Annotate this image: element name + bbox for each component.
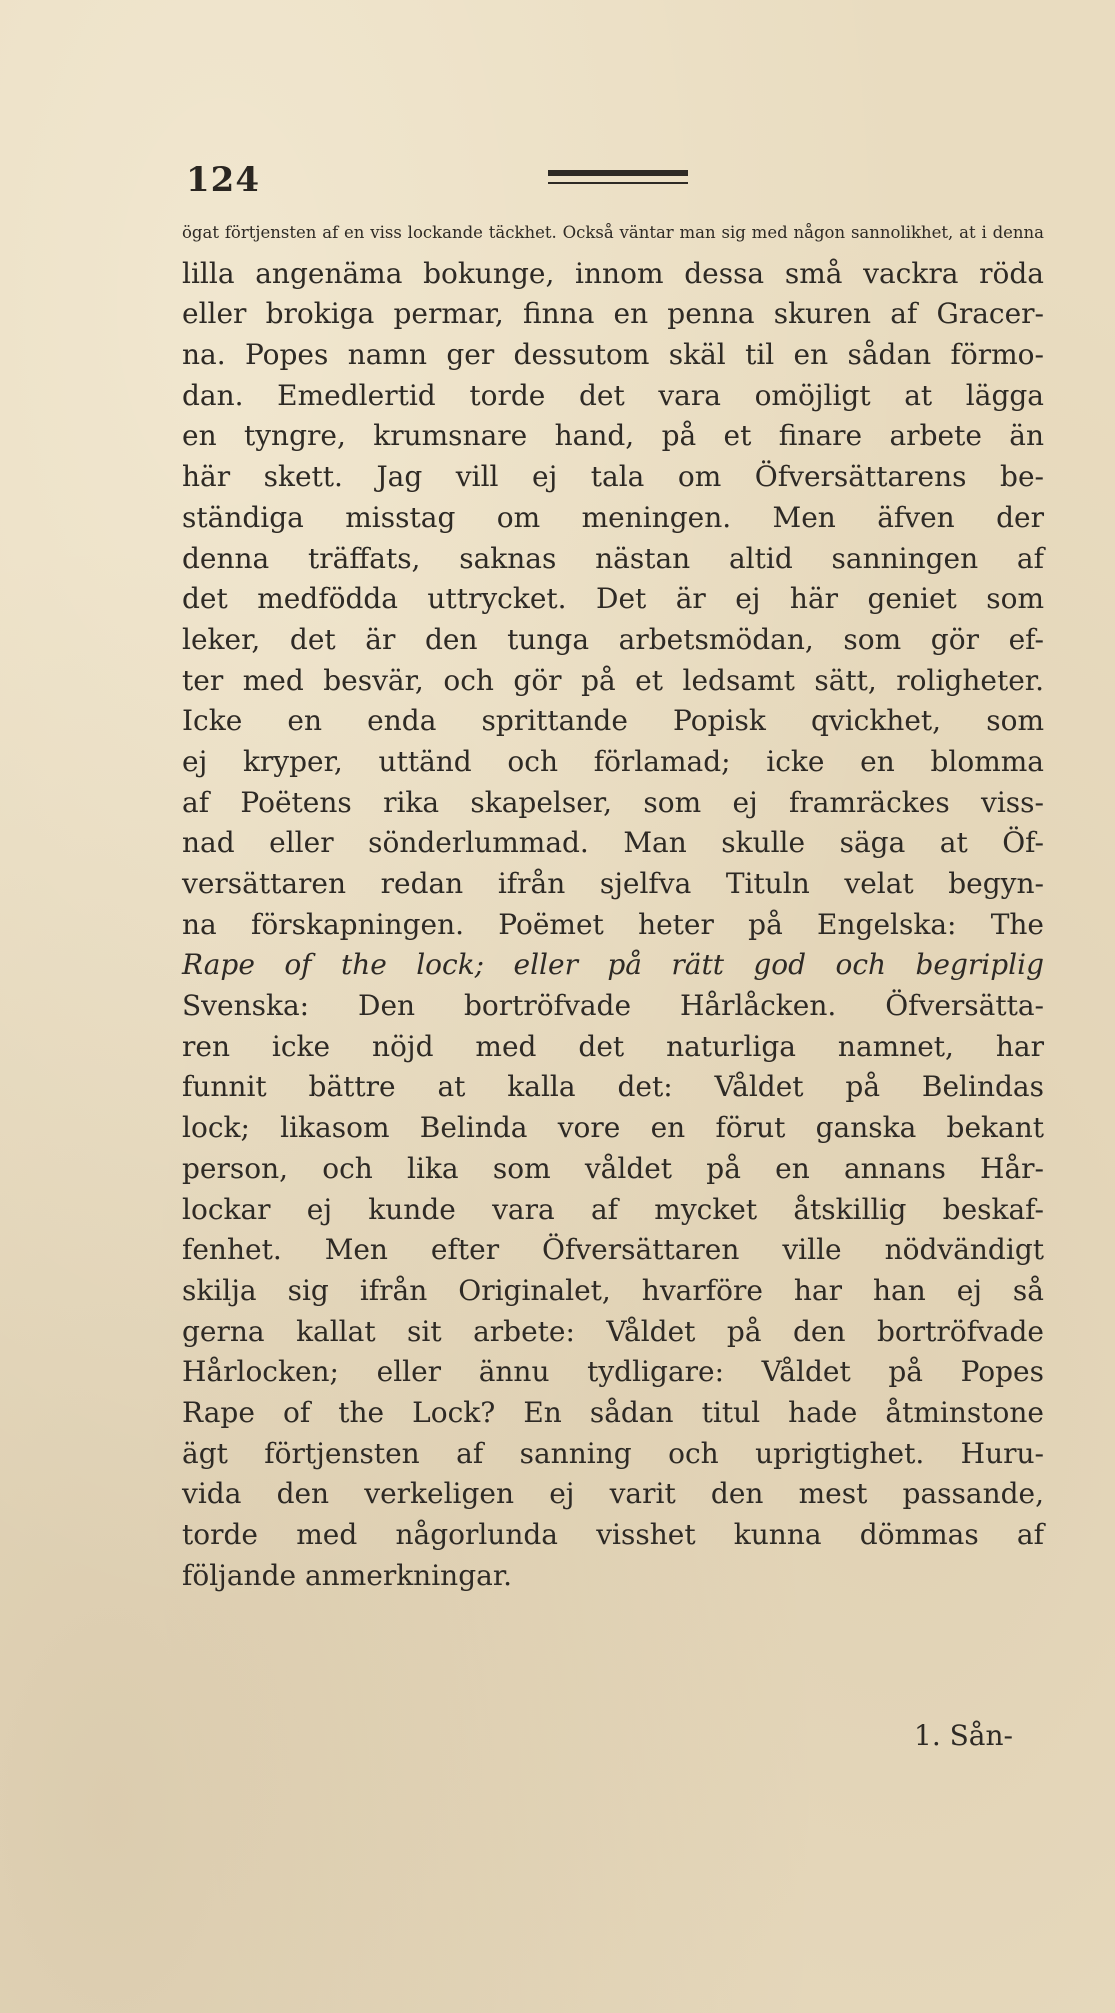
- text-line: leker, det är den tunga arbetsmödan, som gör ef-: [182, 622, 1044, 656]
- text-line: Svenska: Den bortröfvade Hårlåcken. Öfversätta-: [182, 989, 1044, 1023]
- text-line: af Poëtens rika skapelser, som ej framräckes viss-: [182, 785, 1044, 819]
- body-text: [182, 213, 1044, 1596]
- text-line: skilja sig ifrån Originalet, hvarföre har han ej så: [182, 1273, 1044, 1307]
- text-line: ständiga misstag om meningen. Men äfven der: [182, 500, 1044, 534]
- text-line: torde med någorlunda visshet kunna dömmas af: [182, 1518, 1044, 1551]
- text-line: det medfödda uttrycket. Det är ej här geniet som: [182, 582, 1044, 616]
- text-line: person, och lika som våldet på en annans Hår-: [182, 1151, 1044, 1185]
- text-line: lock; likasom Belinda vore en förut ganska bekant: [182, 1111, 1044, 1145]
- text-line: ter med besvär, och gör på et ledsamt sätt, roligheter.: [182, 663, 1044, 697]
- text-line: lilla angenäma bokunge, innom dessa små vackra röda: [182, 256, 1044, 290]
- text-line: ren icke nöjd med det naturliga namnet, har: [182, 1029, 1044, 1063]
- text-line: gerna kallat sit arbete: Våldet på den bortröfvade: [182, 1314, 1044, 1348]
- text-line: Hårlocken; eller ännu tydligare: Våldet på Popes: [182, 1355, 1044, 1389]
- text-line: ej kryper, uttänd och förlamad; icke en blomma: [182, 744, 1044, 778]
- text-line: Rape of the lock; eller på rätt god och begriplig: [182, 948, 1044, 982]
- header-rule-thin: [548, 182, 688, 184]
- text-line: lockar ej kunde vara af mycket åtskillig beskaf-: [182, 1192, 1044, 1226]
- text-line: en tyngre, krumsnare hand, på et finare arbete än: [182, 419, 1044, 453]
- text-line: Rape of the Lock? En sådan titul hade åtminstone: [182, 1395, 1044, 1429]
- header-rule: [548, 170, 688, 190]
- text-line: Icke en enda sprittande Popisk qvickhet, som: [182, 704, 1044, 738]
- text-line: här skett. Jag vill ej tala om Öfversättarens be-: [182, 460, 1044, 494]
- text-line: na förskapningen. Poëmet heter på Engelska: The: [182, 907, 1044, 941]
- text-line: eller brokiga permar, finna en penna skuren af Gracer-: [182, 297, 1044, 331]
- text-line: versättaren redan ifrån sjelfva Tituln velat begyn-: [182, 867, 1044, 900]
- text-line: följande anmerkningar.: [182, 1558, 513, 1592]
- text-line: na. Popes namn ger dessutom skäl til en sådan förmo-: [182, 338, 1044, 372]
- text-line: nad eller sönderlummad. Man skulle säga at Öf-: [182, 826, 1044, 860]
- text-line: fenhet. Men efter Öfversättaren ville nödvändigt: [182, 1233, 1044, 1267]
- page-number: 124: [186, 160, 260, 200]
- text-line: denna träffats, saknas nästan altid sanningen af: [182, 541, 1044, 575]
- text-line: ögat förtjensten af en viss lockande täckhet. Också väntar man sig med någon sannolikhet, at i denna: [182, 223, 1044, 242]
- text-line: funnit bättre at kalla det: Våldet på Belindas: [182, 1070, 1044, 1104]
- text-line: ägt förtjensten af sanning och uprigtighet. Huru-: [182, 1436, 1044, 1470]
- header-rule-thick: [548, 170, 688, 176]
- text-line: vida den verkeligen ej varit den mest passande,: [182, 1477, 1044, 1511]
- catchword: 1. Sån-: [914, 1719, 1013, 1752]
- text-line: dan. Emedlertid torde det vara omöjligt at lägga: [182, 378, 1044, 412]
